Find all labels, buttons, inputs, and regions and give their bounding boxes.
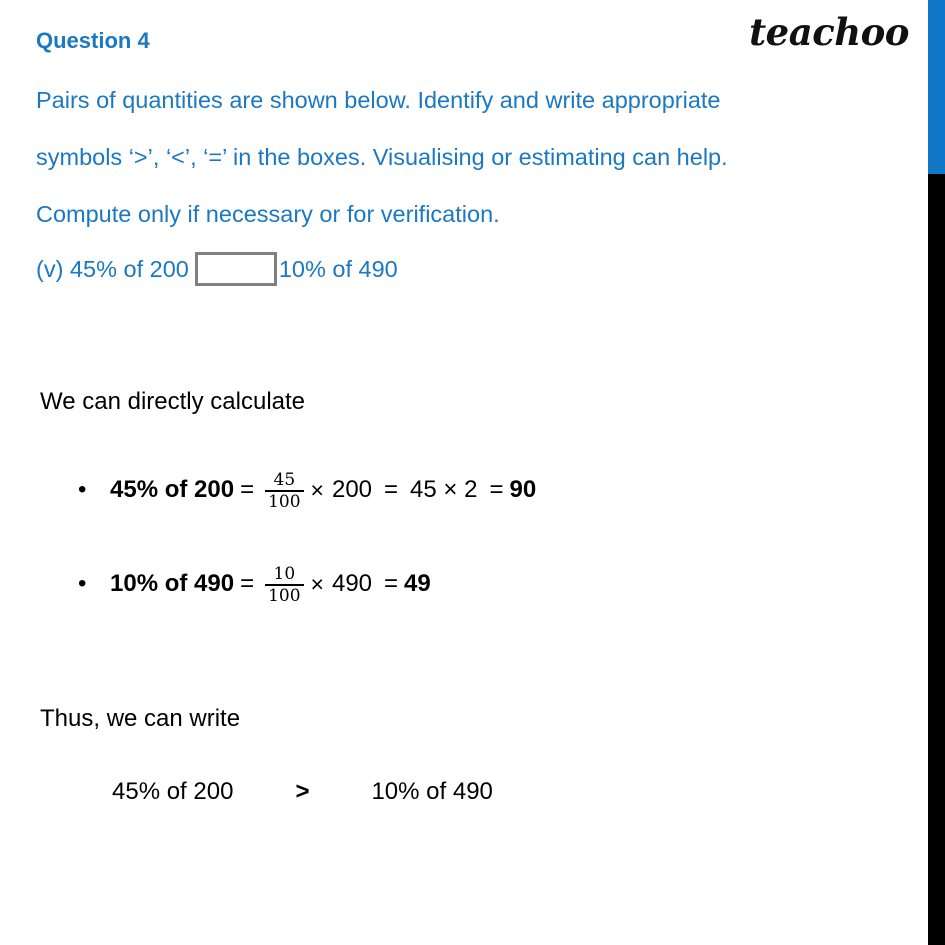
solution-bullet-list [78,462,536,650]
bullet-1-fraction-numerator: 45 [273,469,296,490]
bullet-2-lead: 10% of 490 [110,570,235,597]
right-edge-black-strip [928,174,945,945]
teachoo-logo: teachoo [749,10,909,54]
list-item [78,462,536,518]
bullet-2-equals-2: = [384,570,399,597]
question-instruction-line-3: Compute only if necessary or for verification. [36,201,500,228]
answer-box-input[interactable] [195,252,277,286]
right-edge-blue-strip [928,0,945,174]
bullet-1-equals-1: = [240,476,255,503]
question-part-v [36,243,908,295]
bullet-icon: • [78,570,87,597]
question-block [36,28,908,295]
conclusion-comparison [112,778,493,806]
question-instruction-line-2: symbols ‘>’, ‘<’, ‘=’ in the boxes. Visualising or estimating can help. [36,144,728,171]
bullet-2-result: 49 [404,570,431,597]
conclusion-intro-text: Thus, we can write [40,705,241,732]
bullet-2-equals-1: = [240,570,255,597]
bullet-icon: • [78,476,87,503]
bullet-1-operand: 200 [331,476,373,503]
bullet-2-times-icon: × [310,570,324,597]
bullet-2-operand: 490 [331,570,373,597]
bullet-1-result: 90 [509,476,537,503]
conclusion-symbol: > [295,778,310,805]
conclusion-right-quantity: 10% of 490 [371,778,493,805]
bullet-1-fraction [265,471,303,512]
bullet-1-equals-3: = [489,476,504,503]
conclusion-left-quantity: 45% of 200 [112,778,234,805]
bullet-1-middle: 45 × 2 [410,476,478,503]
bullet-1-equals-2: = [384,476,399,503]
bullet-1-times-icon: × [310,476,324,503]
question-part-label: (v) 45% of 200 [36,256,189,283]
list-item [78,556,536,612]
question-part-right-quantity: 10% of 490 [278,256,398,283]
question-instruction-line-1: Pairs of quantities are shown below. Identify and write appropriate [36,87,721,114]
bullet-1-lead: 45% of 200 [110,476,235,503]
bullet-1-fraction-denominator: 100 [268,492,301,512]
bullet-2-fraction-numerator: 10 [273,563,296,584]
question-title: Question 4 [36,28,150,53]
bullet-2-fraction-denominator: 100 [268,586,301,606]
bullet-2-fraction [265,565,303,606]
solution-intro-text: We can directly calculate [40,388,306,415]
